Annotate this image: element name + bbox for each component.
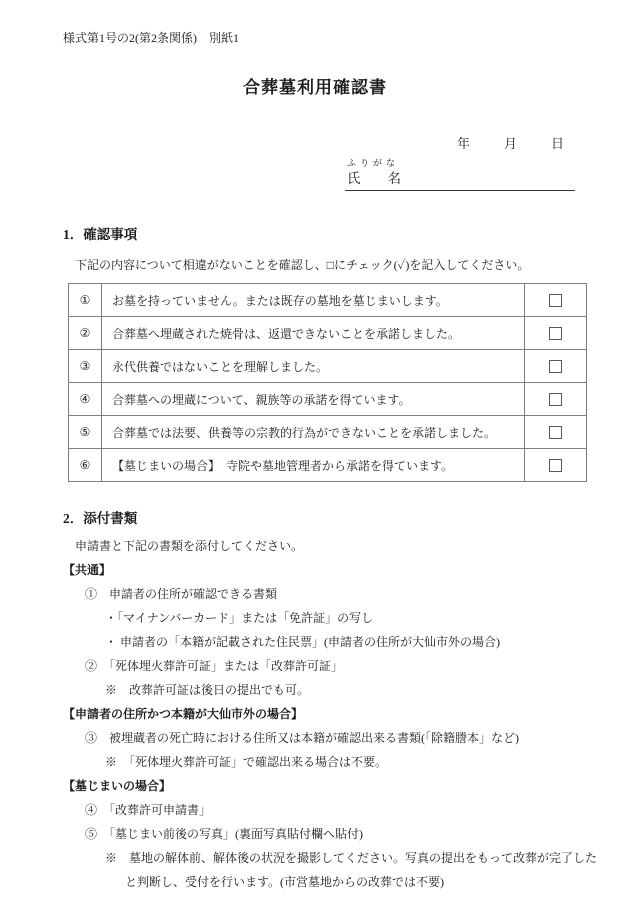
checkbox-cell: [525, 350, 587, 383]
list-item: ② 「死体埋火葬許可証」または「改葬許可証」: [85, 659, 344, 673]
checkbox-cell: [525, 449, 587, 482]
list-item: ④ 「改葬許可申請書」: [85, 803, 212, 817]
section2-instruction: 申請書と下記の書類を添付してください。: [75, 539, 304, 553]
date-line: [63, 136, 588, 152]
list-item-note: ※ 改葬許可証は後日の提出でも可。: [105, 683, 310, 697]
row-text: 合葬墓への埋蔵について、親族等の承諾を得ています。: [102, 383, 525, 416]
checkbox[interactable]: [549, 459, 562, 472]
checkbox[interactable]: [549, 426, 562, 439]
date-day-label: 日: [550, 136, 564, 151]
list-item: ⑤ 「墓じまい前後の写真」(裏面写真貼付欄へ貼付): [85, 827, 363, 841]
checkbox[interactable]: [549, 360, 562, 373]
list-item-note: ※ 墓地の解体前、解体後の状況を撮影してください。写真の提出をもって改葬が完了した: [105, 851, 598, 865]
row-text: 合葬墓では法要、供養等の宗教的行為ができないことを承諾しました。: [102, 416, 525, 449]
table-row: [69, 383, 587, 416]
list-item: ・「マイナンバーカード」または「免許証」の写し: [105, 611, 374, 625]
group-heading-outside-city: 【申請者の住所かつ本籍が大仙市外の場合】: [63, 707, 304, 721]
list-item: ・ 申請者の「本籍が記載された住民票」(申請者の住所が大仙市外の場合): [105, 635, 500, 649]
table-row: [69, 449, 587, 482]
list-item-note-continuation: と判断し、受付を行います。(市営墓地からの改葬では不要): [125, 875, 445, 889]
row-number: ②: [69, 317, 102, 350]
furigana-label: ふりがな: [347, 158, 400, 168]
checkbox-cell: [525, 317, 587, 350]
checkbox[interactable]: [549, 327, 562, 340]
checkbox[interactable]: [549, 393, 562, 406]
row-text: 永代供養ではないことを理解しました。: [102, 350, 525, 383]
checkbox-cell: [525, 284, 587, 317]
table-row: [69, 317, 587, 350]
list-item: ① 申請者の住所が確認できる書類: [85, 587, 278, 601]
checkbox[interactable]: [549, 294, 562, 307]
attachment-list: [63, 558, 598, 894]
section1-instruction: 下記の内容について相違がないことを確認し、□にチェック(✓)を記入してください。: [75, 258, 530, 272]
group-heading-common: 【共通】: [63, 563, 112, 577]
date-year-label: 年: [456, 136, 470, 151]
row-number: ⑤: [69, 416, 102, 449]
checkbox-cell: [525, 383, 587, 416]
row-number: ④: [69, 383, 102, 416]
group-heading-grave-closing: 【墓じまいの場合】: [63, 779, 172, 793]
form-code: 様式第1号の2(第2条関係) 別紙1: [63, 31, 239, 45]
row-text: 【墓じまいの場合】 寺院や墓地管理者から承諾を得ています。: [102, 449, 525, 482]
name-input-line[interactable]: 氏 名: [345, 170, 575, 191]
row-text: 合葬墓へ埋蔵された焼骨は、返還できないことを承諾しました。: [102, 317, 525, 350]
confirmation-table: [68, 283, 587, 482]
date-month-label: 月: [503, 136, 517, 151]
page-title: 合葬墓利用確認書: [243, 78, 387, 97]
list-item: ③ 被埋蔵者の死亡時における住所又は本籍が確認出来る書類(「除籍謄本」など): [85, 731, 519, 745]
row-number: ③: [69, 350, 102, 383]
list-item-note: ※ 「死体埋火葬許可証」で確認出来る場合は不要。: [105, 755, 388, 769]
checkbox-cell: [525, 416, 587, 449]
row-number: ⑥: [69, 449, 102, 482]
name-field[interactable]: [345, 158, 575, 191]
table-row: [69, 284, 587, 317]
row-text: お墓を持っていません。または既存の墓地を墓じまいします。: [102, 284, 525, 317]
table-row: [69, 350, 587, 383]
section1-heading: 1．確認事項: [63, 227, 138, 242]
section2-heading: 2．添付書類: [63, 511, 138, 526]
row-number: ①: [69, 284, 102, 317]
table-row: [69, 416, 587, 449]
